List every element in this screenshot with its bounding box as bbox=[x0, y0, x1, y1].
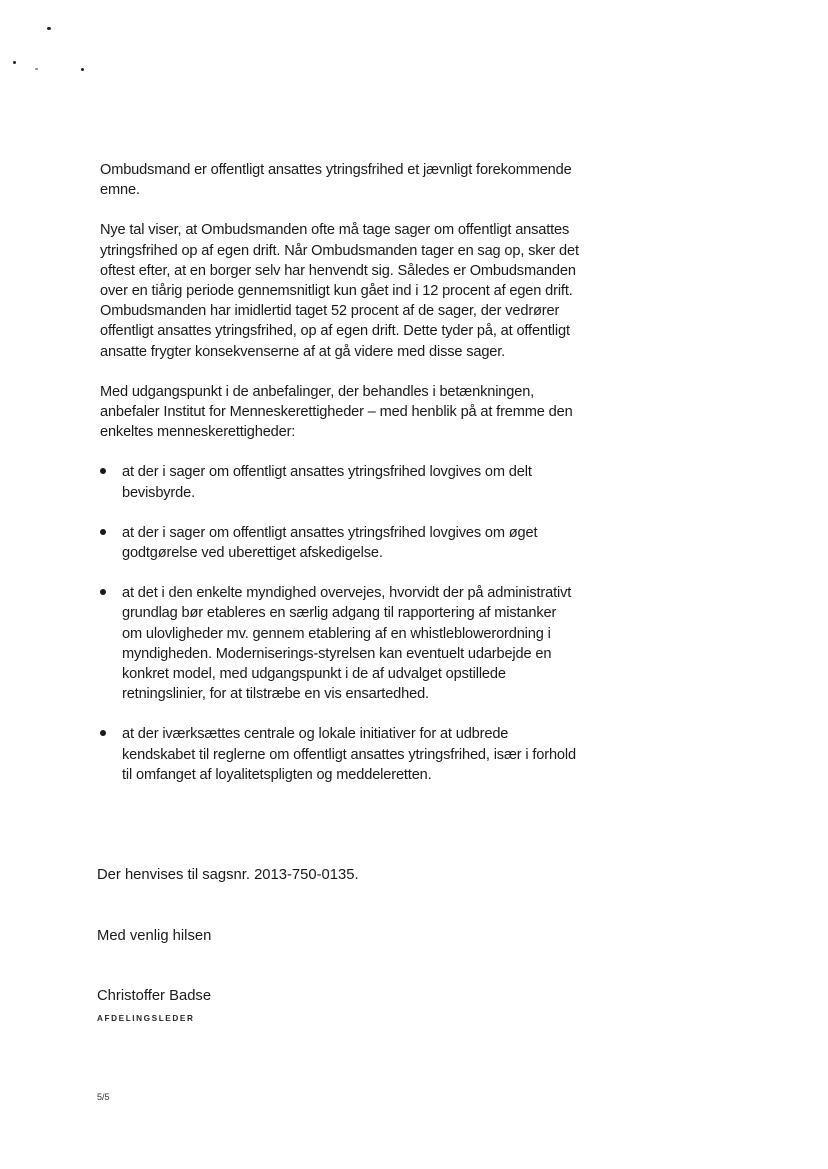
paragraph-recommendation-lead: Med udgangspunkt i de anbefalinger, der behandles i betænkningen, anbefaler Institut for Menneskerettigheder – med henblik på at fremme den enkeltes menneskerettigheder: bbox=[100, 383, 573, 441]
bullet-icon bbox=[100, 468, 106, 474]
bullet-icon bbox=[100, 730, 106, 736]
letter-body bbox=[100, 160, 580, 805]
case-reference: Der henvises til sagsnr. 2013-750-0135. bbox=[97, 867, 359, 883]
list-item-text: at der i sager om offentligt ansattes ytringsfrihed lovgives om delt bevisbyrde. bbox=[122, 464, 532, 501]
scan-speck bbox=[13, 61, 16, 64]
bullet-icon bbox=[100, 529, 106, 535]
scan-speck bbox=[35, 68, 38, 70]
list-item bbox=[100, 583, 580, 704]
scan-speck bbox=[81, 68, 84, 71]
list-item bbox=[100, 724, 580, 785]
scan-speck bbox=[47, 27, 51, 30]
signer-name: Christoffer Badse bbox=[97, 988, 212, 1004]
page-number: 5/5 bbox=[97, 1092, 110, 1102]
list-item-text: at der iværksættes centrale og lokale initiativer for at udbrede kendskabet til reglerne om offentligt ansattes ytringsfrihed, især i forhold til omfanget af loyalitetspligten og meddeleretten. bbox=[122, 726, 576, 783]
paragraph-intro: Ombudsmand er offentligt ansattes ytringsfrihed et jævnligt forekommende emne. bbox=[100, 162, 572, 199]
closing-greeting: Med venlig hilsen bbox=[97, 928, 212, 944]
list-item bbox=[100, 523, 580, 563]
bullet-icon bbox=[100, 589, 106, 595]
signer-title: AFDELINGSLEDER bbox=[97, 1014, 195, 1023]
list-item-text: at der i sager om offentligt ansattes ytringsfrihed lovgives om øget godtgørelse ved uberettiget afskedigelse. bbox=[122, 524, 538, 562]
recommendation-list bbox=[100, 462, 580, 785]
paragraph-statistics: Nye tal viser, at Ombudsmanden ofte må tage sager om offentligt ansattes ytringsfrihed op af egen drift. Når Ombudsmanden tager en sag op, sker det oftest efter, at en borger selv har henvendt sig. Således er Ombudsmanden over en tiårig periode gennemsnitligt kun gået ind i 12 procent af egen drift. Ombudsmanden har imidlertid taget 52 procent af de sager, der vedrører offentligt ansattes ytringsfrihed, op af egen drift. Dette tyder på, at offentligt ansatte frygter konsekvenserne af at gå videre med disse sager. bbox=[100, 222, 579, 360]
list-item bbox=[100, 462, 580, 502]
list-item-text: at det i den enkelte myndighed overvejes, hvorvidt der på administrativt grundlag bør etableres en særlig adgang til rapportering af mistanker om ulovligheder mv. gennem etablering af en whistleblowerordning i myndigheden. Moderniserings-styrelsen kan eventuelt udarbejde en konkret model, med udgangspunkt i de af udvalget opstillede retningslinier, for at tilstræbe en vis ensartedhed. bbox=[122, 585, 572, 703]
